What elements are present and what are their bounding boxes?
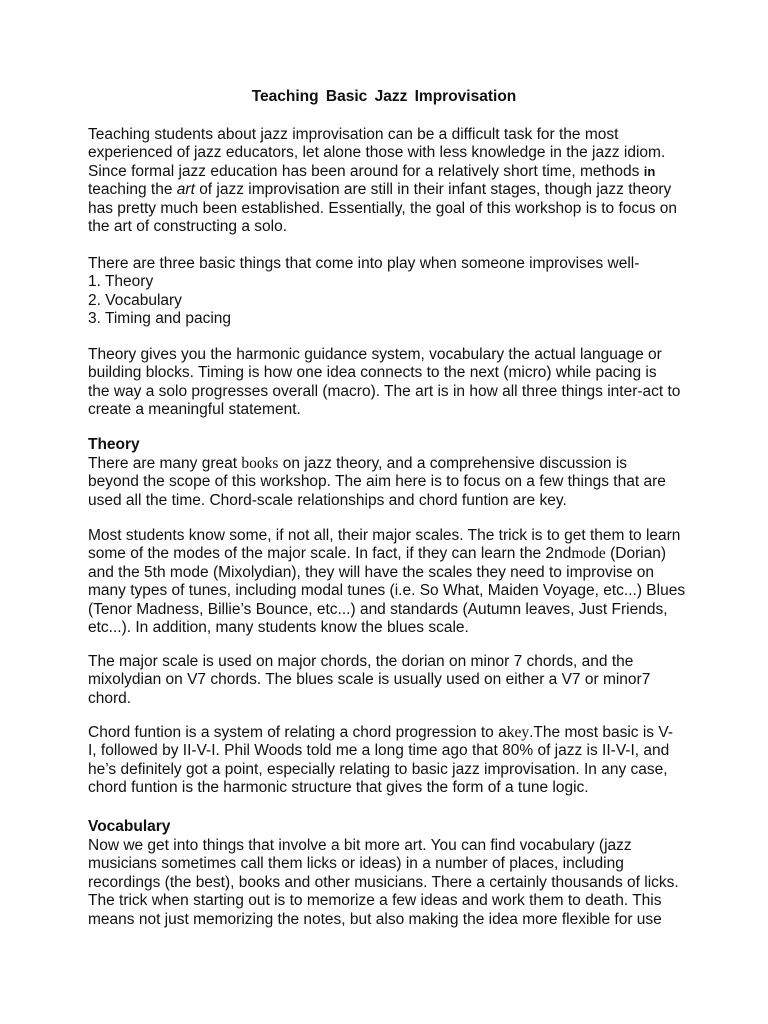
emphasis-art: art	[176, 181, 195, 199]
theory-paragraph-2	[88, 527, 686, 637]
text-span: key	[506, 724, 530, 741]
text-line: the art of constructing a solo.	[88, 218, 288, 236]
text-line: Now we get into things that involve a bit more art. You can find vocabulary (jazz	[88, 837, 632, 854]
text-line: chord.	[88, 689, 132, 707]
section-heading-theory: Theory	[88, 436, 140, 453]
text-span: Chord funtion is a system of relating a chord progression to a	[88, 724, 507, 741]
text-line: Most students know some, if not all, their major scales. The trick is to get them to learn	[88, 527, 681, 544]
text-line: The major scale is used on major chords, the dorian on minor 7 chords, and the	[88, 653, 634, 670]
text-line	[88, 181, 682, 199]
text-line: means not just memorizing the notes, but also making the idea more flexible for use	[88, 910, 662, 928]
intro-paragraph	[88, 126, 682, 236]
text-span: Since formal jazz education has been around for a relatively short time, methods	[88, 162, 640, 180]
text-span: on jazz theory, and a comprehensive discussion is	[282, 455, 628, 472]
text-line: mixolydian on V7 chords. The blues scale is usually used on either a V7 or minor7	[88, 671, 651, 689]
text-line: etc...). In addition, many students know the blues scale.	[88, 619, 469, 637]
text-line: beyond the scope of this workshop. The aim here is to focus on a few things that are	[88, 473, 666, 491]
theory-paragraph-4	[88, 724, 682, 798]
text-line: musicians sometimes call them licks or ideas) in a number of places, including	[88, 855, 624, 873]
text-span: teaching the	[88, 181, 173, 199]
text-line: recordings (the best), books and other musicians. There a certainly thousands of licks.	[88, 873, 679, 891]
theory-paragraph-1	[88, 455, 682, 510]
text-line	[88, 455, 682, 473]
vocabulary-paragraph	[88, 837, 682, 929]
text-line: I, followed by II-V-I. Phil Woods told me a long time ago that 80% of jazz is II-V-I, and	[88, 742, 670, 760]
theory-intro-paragraph	[88, 346, 682, 420]
text-line: create a meaningful statement.	[88, 401, 301, 419]
text-line: many types of tunes, including modal tunes (i.e. So What, Maiden Voyage, etc...) Blues	[88, 582, 686, 600]
text-line: he’s definitely got a point, especially relating to basic jazz improvisation. In any case,	[88, 760, 668, 778]
text-span: (Dorian)	[610, 545, 667, 563]
theory-paragraph-3	[88, 653, 682, 708]
text-line: building blocks. Timing is how one idea connects to the next (micro) while pacing is	[88, 364, 657, 382]
list-item: 3. Timing and pacing	[88, 310, 232, 328]
text-line: the way a solo progresses overall (macro). The art is in how all three things inter-act to	[88, 382, 681, 400]
text-span: in	[643, 163, 656, 179]
text-line: chord funtion is the harmonic structure that gives the form of a tune logic.	[88, 779, 589, 797]
list-item: 2. Vocabulary	[88, 291, 182, 309]
text-line: and the 5th mode (Mixolydian), they will have the scales they need to improvise on	[88, 563, 655, 581]
text-line: Theory gives you the harmonic guidance system, vocabulary the actual language or	[88, 346, 662, 363]
text-line	[88, 545, 682, 563]
list-item: 1. Theory	[88, 273, 154, 291]
text-span: mode	[571, 545, 606, 563]
text-span: some of the modes of the major scale. In fact, if they can learn the 2nd	[88, 545, 572, 563]
text-line: The trick when starting out is to memorize a few ideas and work them to death. This	[88, 892, 662, 910]
text-span: books	[241, 455, 279, 472]
text-line: has pretty much been established. Essentially, the goal of this workshop is to focus on	[88, 199, 678, 217]
three-things-paragraph	[88, 255, 682, 329]
document-title: Teaching Basic Jazz Improvisation	[251, 88, 517, 105]
text-line	[88, 163, 682, 181]
text-line: (Tenor Madness, Billie’s Bounce, etc...) and standards (Autumn leaves, Just Friends,	[88, 600, 668, 618]
text-span: of jazz improvisation are still in their infant stages, though jazz theory	[199, 181, 672, 199]
text-line: There are three basic things that come into play when someone improvises well-	[88, 255, 640, 272]
text-line: used all the time. Chord-scale relationships and chord funtion are key.	[88, 491, 567, 509]
section-heading-vocabulary: Vocabulary	[88, 818, 171, 835]
text-span: There are many great	[88, 455, 238, 472]
text-line: Teaching students about jazz improvisation can be a difficult task for the most	[88, 126, 619, 143]
text-line: experienced of jazz educators, let alone those with less knowledge in the jazz idiom.	[88, 144, 666, 162]
text-span: .The most basic is V-	[529, 724, 673, 741]
text-line	[88, 724, 682, 742]
